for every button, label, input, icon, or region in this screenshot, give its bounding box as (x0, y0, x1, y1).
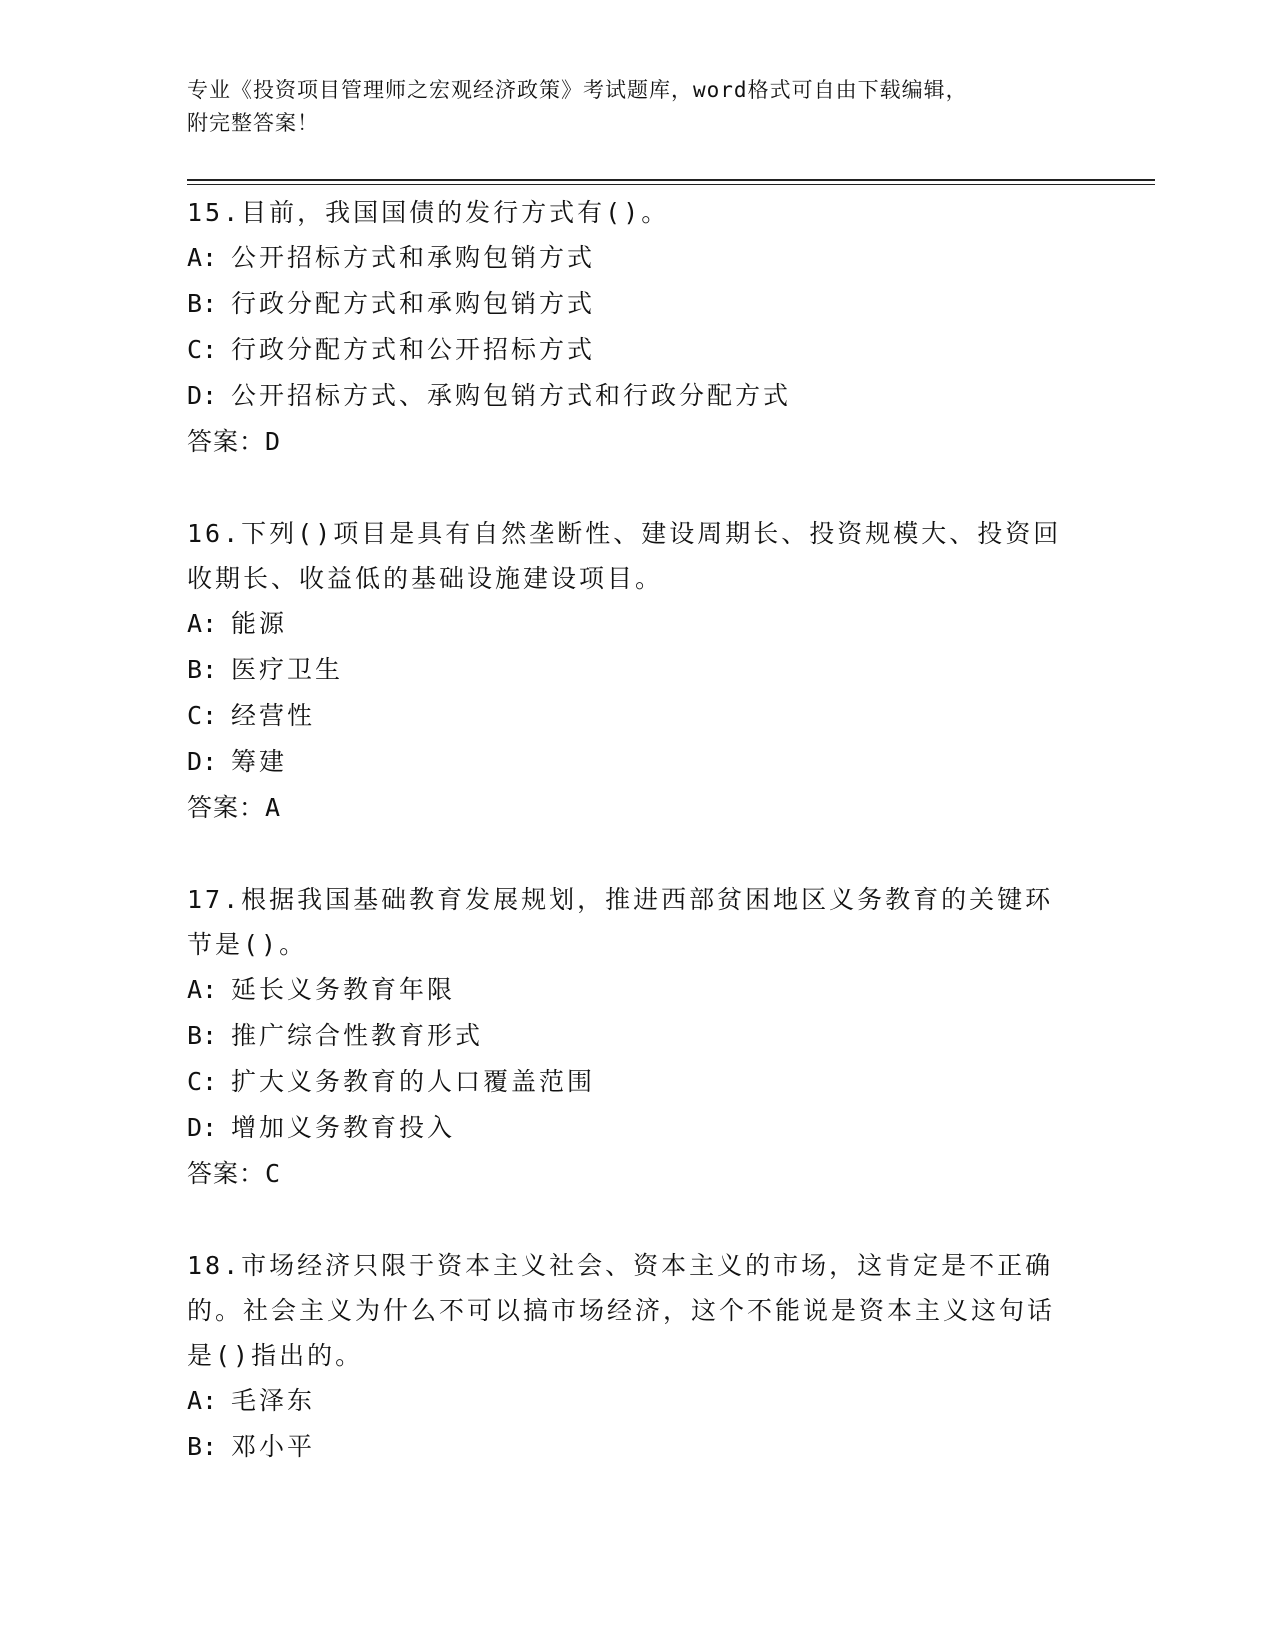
option-a (187, 1378, 1077, 1424)
option-c (187, 327, 1077, 373)
option-letter: A: (187, 243, 218, 272)
option-b (187, 647, 1077, 693)
option-text: 经营性 (231, 701, 316, 730)
option-a (187, 967, 1077, 1013)
option-letter: B: (187, 1021, 218, 1050)
question-18 (187, 1243, 1077, 1470)
answer-line: 答案：A (187, 793, 282, 822)
option-text: 扩大义务教育的人口覆盖范围 (231, 1067, 596, 1096)
header-line-1: 专业《投资项目管理师之宏观经济政策》考试题库，word格式可自由下载编辑， (187, 78, 968, 102)
option-text: 公开招标方式和承购包销方式 (231, 243, 596, 272)
option-b (187, 1424, 1077, 1470)
option-letter: B: (187, 655, 218, 684)
option-letter: D: (187, 1113, 218, 1142)
option-text: 能源 (231, 609, 288, 638)
answer-line: 答案：D (187, 427, 282, 456)
question-stem: 15.目前，我国国债的发行方式有()。 (187, 198, 670, 227)
option-text: 筹建 (231, 747, 288, 776)
option-letter: B: (187, 1432, 218, 1461)
option-text: 医疗卫生 (231, 655, 344, 684)
option-b (187, 281, 1077, 327)
document-header (187, 74, 1067, 140)
option-a (187, 601, 1077, 647)
option-letter: D: (187, 747, 218, 776)
option-text: 延长义务教育年限 (231, 975, 456, 1004)
header-line-2: 附完整答案！ (187, 111, 319, 135)
option-letter: C: (187, 701, 218, 730)
question-stem: 17.根据我国基础教育发展规划，推进西部贫困地区义务教育的关键环节是()。 (187, 885, 1054, 959)
option-text: 行政分配方式和承购包销方式 (231, 289, 596, 318)
option-text: 公开招标方式、承购包销方式和行政分配方式 (231, 381, 792, 410)
option-letter: A: (187, 609, 218, 638)
question-list (187, 190, 1077, 1516)
option-letter: A: (187, 1386, 218, 1415)
question-16 (187, 511, 1077, 831)
option-text: 行政分配方式和公开招标方式 (231, 335, 596, 364)
option-text: 毛泽东 (231, 1386, 316, 1415)
option-text: 邓小平 (231, 1432, 316, 1461)
header-divider-thick (187, 179, 1155, 181)
option-c (187, 1059, 1077, 1105)
question-stem: 18.市场经济只限于资本主义社会、资本主义的市场，这肯定是不正确的。社会主义为什么不可以搞市场经济，这个不能说是资本主义这句话是()指出的。 (187, 1251, 1056, 1370)
question-stem: 16.下列()项目是具有自然垄断性、建设周期长、投资规模大、投资回收期长、收益低的基础设施建设项目。 (187, 519, 1062, 593)
question-17 (187, 877, 1077, 1197)
header-divider-thin (187, 184, 1155, 185)
question-15 (187, 190, 1077, 465)
answer-line: 答案：C (187, 1159, 282, 1188)
option-letter: B: (187, 289, 218, 318)
option-d (187, 373, 1077, 419)
option-c (187, 693, 1077, 739)
option-letter: D: (187, 381, 218, 410)
option-text: 增加义务教育投入 (231, 1113, 456, 1142)
option-b (187, 1013, 1077, 1059)
option-a (187, 235, 1077, 281)
option-d (187, 739, 1077, 785)
option-letter: C: (187, 1067, 218, 1096)
option-d (187, 1105, 1077, 1151)
option-text: 推广综合性教育形式 (231, 1021, 484, 1050)
option-letter: C: (187, 335, 218, 364)
option-letter: A: (187, 975, 218, 1004)
